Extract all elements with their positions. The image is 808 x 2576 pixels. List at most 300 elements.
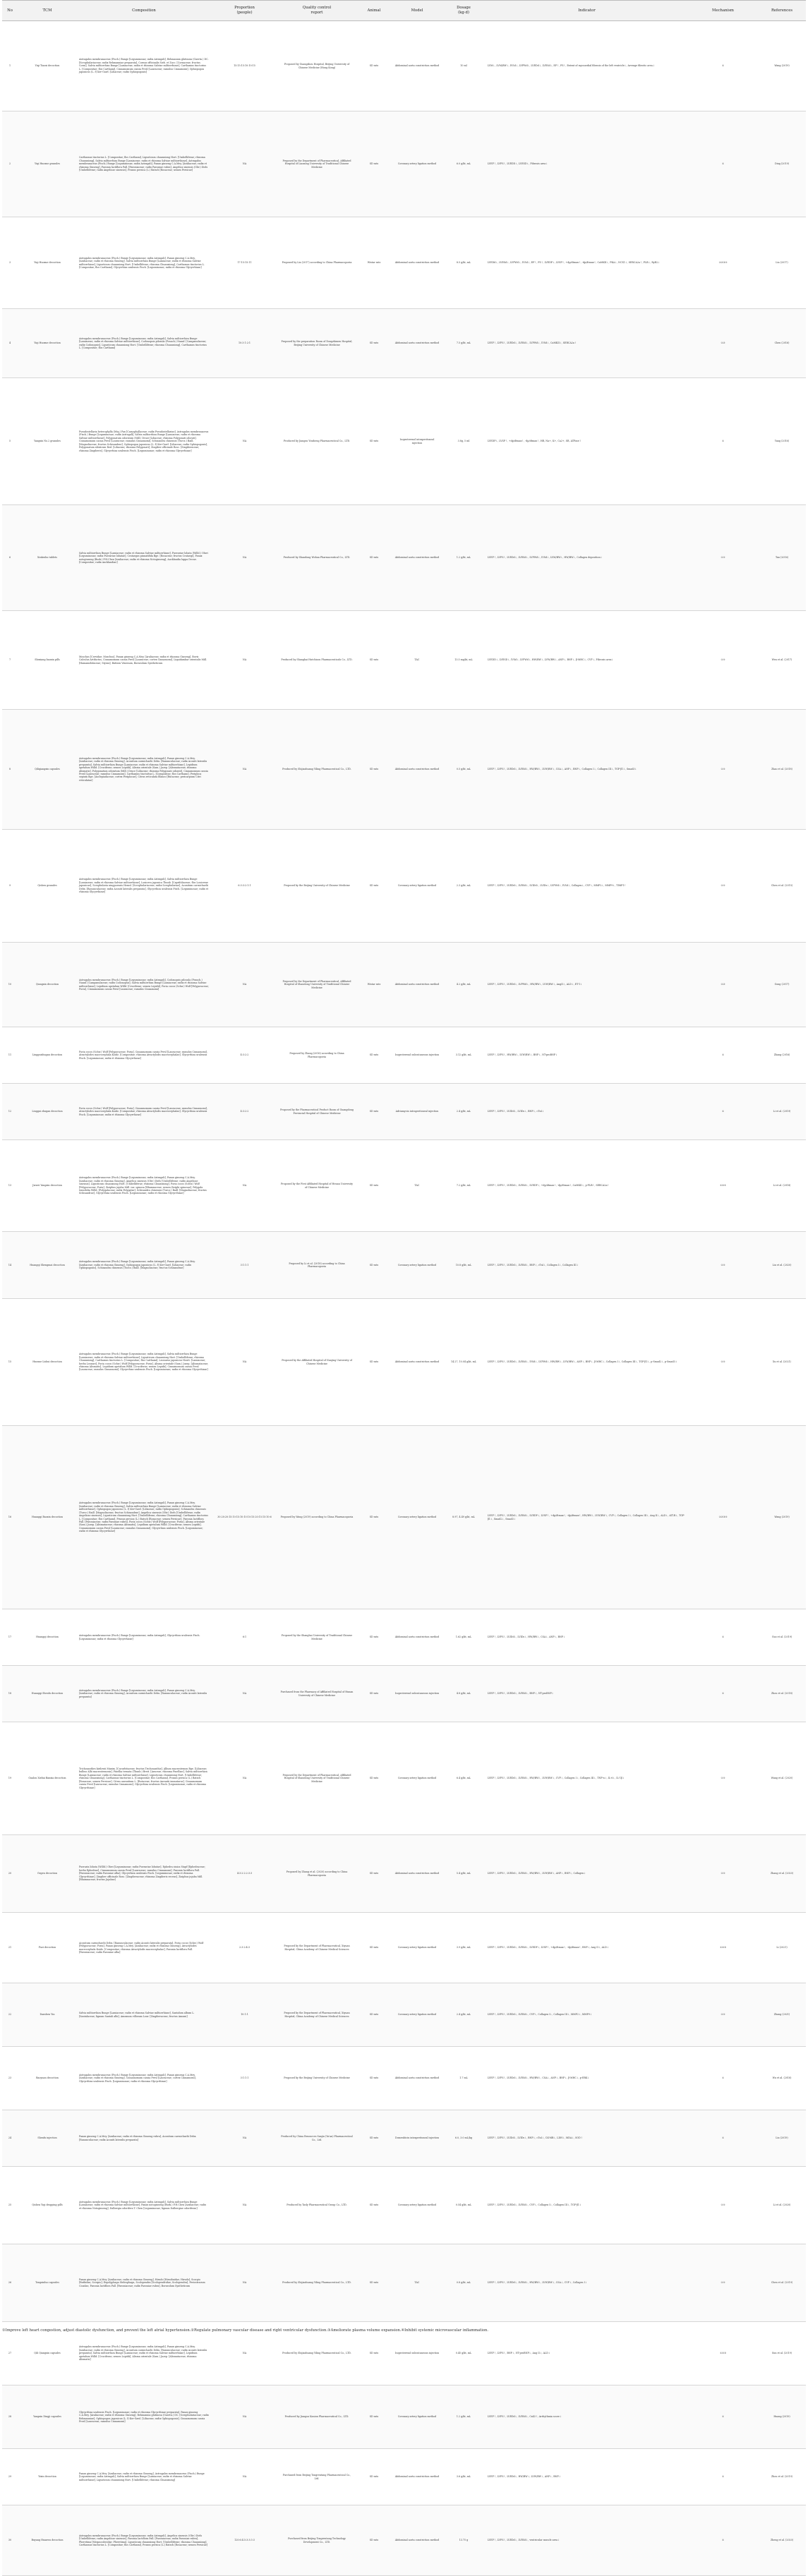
cell-reference: Zhou et al. (2019) [758, 2449, 806, 2505]
table-row [2, 2110, 806, 2167]
cell-proportion: NA [211, 710, 278, 830]
cell-dosage: 7.2 g/kt, mL [442, 1140, 486, 1232]
cell-reference: Huang (2019) [758, 2385, 806, 2449]
cell-tcm-name: Jiawei Yangxin decoction [18, 1140, 77, 1232]
cell-tcm-name: Gegen decoction [18, 1835, 77, 1913]
cell-animal: SD rats [356, 309, 392, 378]
cell-row-number: 11 [2, 1027, 18, 1084]
cell-indicator: LVEF↑, LVFS↑, LVEDd↓, LVESd↓, BNP↓, NT-proBNP↓ [486, 1666, 688, 1722]
cell-animal: Wistar rats [356, 217, 392, 309]
cell-row-number: 1 [2, 21, 18, 111]
cell-animal: SD rats [356, 1140, 392, 1232]
mechanism-footnote: ①Improve left heart congestion, adjust diastolic dysfunction, and prevent the left atrial hypertension.②Regulate pulmonary vascular disease and right ventricular dysfunction.③Ameliorate plasma volume expansion.④Inhibit systemic microvascular inflammation. [2, 2328, 488, 2333]
table-row [2, 1609, 806, 1666]
cell-quality-control-report: Proposed by Guangzhou Hospital, Beijing University of Chinese Medicine (Hong Kong) [278, 21, 356, 111]
cell-model: TAC [392, 611, 442, 710]
cell-reference: Gong (2017) [758, 943, 806, 1027]
cell-composition: Astragalus membranaceus (Fisch.) Bunge [Leguminosae; radix Astragali], Panax ginseng C.A.Mey. [Araliaceae; radix et rhizoma Ginseng], Salvia miltiorrhiza Bunge [Lamiaceae; radix et rhizoma Salviae miltiorrhizae], Ophiopogon japonicus (L. f) Ker-Gawl. [Liliaceae; radix Ophiopogonis], Schisandra chinensis (Turcz.) Baill. [Magnoliaceae; fructus Schisandrae], Angelica sinensis (Oliv.) Diels [Umbelliferae; radix Angelicae sinensis], Ligusticum chuanxiong Hort. [Umbelliferae; rhizoma Chuanxiong], Carthamus tinctorius L. [Compositae; flos Carthami], Prunus persica (L.) Batsch [Rosaceae; semen Persicae], Paeonia lactiflora Pall. [Paeoniaceae; radix Paeoniae rubra], Poria cocos (Schw.) Wolf [Polyporaceae; Poria], Alisma orientale (Sam.) Juzep. [Alismataceae; rhizoma Alismatis], Lepidium apetalum Willd. [Cruciferae; semen Lepidii], Cinnamomum cassia Presl [Lauraceae; ramulus Cinnamomi], Glycyrrhiza uralensis Fisch. [Leguminosae; radix et rhizoma Glycyrrhizae] [77, 1426, 211, 1609]
cell-indicator: LVEDD↓, LVESD↓, IVSd↓, LVPWd↓, HW/BW↓, LVW/BW↓, ANP↓, BNP↓, β-MHC↓, CVF↓, Fibrosis area↓ [486, 611, 688, 710]
cell-row-number: 9 [2, 830, 18, 943]
table-header-row [2, 1, 806, 21]
cell-row-number: 30 [2, 2505, 18, 2576]
cell-model: Abdominal aorta constriction method [392, 217, 442, 309]
cell-mechanism: ①④ [688, 1232, 758, 1299]
cell-mechanism: ① [688, 1666, 758, 1722]
cell-quality-control-report: Proposed by the First Affiliated Hospital of Henan University of Chinese Medicine [278, 1140, 356, 1232]
header-no: No [2, 1, 18, 21]
table-row [2, 111, 806, 217]
cell-mechanism: ①④ [688, 710, 758, 830]
cell-model: Coronary artery ligation method [392, 1913, 442, 1983]
cell-animal: Wistar rats [356, 943, 392, 1027]
cell-dosage: 7.5 g/kt, mL [442, 309, 486, 378]
cell-animal: SD rats [356, 1232, 392, 1299]
cell-tcm-name: Shenfu injection [18, 2110, 77, 2167]
cell-model: TAC [392, 1140, 442, 1232]
cell-mechanism: ①② [688, 943, 758, 1027]
cell-mechanism: ① [688, 1084, 758, 1140]
cell-indicator: LVEF↑, LVFS↑, LVIDd↓, LVIDs↓, BNP↓, cTnI↓ [486, 1084, 688, 1140]
cell-model: Doxorubicin intraperitoneal injection [392, 2110, 442, 2167]
cell-row-number: 2 [2, 111, 18, 217]
cell-composition: Pueraria lobata (Willd.) Ohwi [Leguminosae; radix Puerariae lobatae], Ephedra sinica Stapf [Ephedraceae; herba Ephedrae], Cinnamomum cassia Presl [Lauraceae; ramulus Cinnamomi], Paeonia lactiflora Pall. [Paeoniaceae; radix Paeoniae alba], Glycyrrhiza uralensis Fisch. [Leguminosae; radix et rhizoma Glycyrrhizae], Zingiber officinale Rosc. [Zingiberaceae; rhizoma Zingiberis recens], Ziziphus jujuba Mill. [Rhamnaceae; fructus Jujubae] [77, 1835, 211, 1913]
header-mechanism: Mechanism [688, 1, 758, 21]
cell-proportion: 30:20:20:15:10:15:10:10:10:15:20:15:15:10:6 [211, 1426, 278, 1609]
cell-quality-control-report: Proposed by the Beijing University of Chinese Medicine [278, 830, 356, 943]
cell-indicator: LVEF↑, LVFS↑, LVEDd↓, LVESd↓, LVEDP↓, LVSP↑, +dp/dtmax↑, -dp/dtmax↑, BNP↓, Ang II↓, ALD↓ [486, 1913, 688, 1983]
cell-reference: Zhou et al. (2018) [758, 1666, 806, 1722]
cell-proportion: NA [211, 111, 278, 217]
cell-animal: SD rats [356, 378, 392, 505]
cell-dosage: 3.12 g/kt, mL [442, 1027, 486, 1084]
cell-mechanism: ①④ [688, 1722, 758, 1835]
table-row [2, 830, 806, 943]
cell-row-number: 17 [2, 1609, 18, 1666]
cell-mechanism: ①④ [688, 611, 758, 710]
cell-row-number: 16 [2, 1426, 18, 1609]
cell-mechanism: ①②③④ [688, 217, 758, 309]
cell-row-number: 6 [2, 505, 18, 611]
cell-tcm-name: Huangqi Baoxin decoction [18, 1426, 77, 1609]
cell-proportion: NA [211, 1666, 278, 1722]
cell-dosage: 0.45 g/kt, mL [442, 2322, 486, 2385]
table-row [2, 21, 806, 111]
cell-animal: SD rats [356, 2110, 392, 2167]
cell-dosage: 1.62 g/kt, mL [442, 1609, 486, 1666]
cell-tcm-name: Tongxinluo capsules [18, 2244, 77, 2322]
cell-mechanism: ① [688, 1027, 758, 1084]
table-row [2, 943, 806, 1027]
cell-reference: Li (2021) [758, 1913, 806, 1983]
cell-composition: Astragalus membranaceus (Fisch.) Bunge [Leguminosae; radix Astragali], Panax ginseng C.A.Mey. [Araliaceae; radix et rhizoma Ginseng], Angelica sinensis (Oliv.) Diels [Umbelliferae; radix Angelicae sinensis], Ligusticum chuanxiong Hort. [Umbelliferae; rhizoma Chuanxiong], Poria cocos (Schw.) Wolf [Polyporaceae; Poria], Ziziphus jujuba Mill. var. spinosa [Rhamnaceae; semen Ziziphi spinosae], Polygala tenuifolia Willd. [Polygalaceae; radix Polygalae], Schisandra chinensis (Turcz.) Baill. [Magnoliaceae; fructus Schisandrae], Glycyrrhiza uralensis Fisch. [Leguminosae; radix et rhizoma Glycyrrhizae] [77, 1140, 211, 1232]
cell-animal: SD rats [356, 2449, 392, 2505]
table-row [2, 217, 806, 309]
cell-tcm-name: Xinkeshu tablets [18, 505, 77, 611]
table-row [2, 1983, 806, 2047]
cell-reference: Yang (2016) [758, 378, 806, 505]
cell-indicator: LVEF↑, LVFS↑, LVEDd↓, LVESd↓, Cx43↑, Arrhythmia score↓ [486, 2385, 688, 2449]
cell-mechanism: ①④ [688, 505, 758, 611]
cell-indicator: LVEF↑, LVFS↑, LVEDd↓, LVESd↓, LVIDd↓, LVIDs↓, LVPWd↓, IVSd↓, Collagen↓, CVF↓, MMP2↓, MMP9↓, TIMP1↑ [486, 830, 688, 943]
cell-proportion: 4:3:2:2:2:3:3 [211, 1835, 278, 1913]
cell-animal: SD rats [356, 1913, 392, 1983]
cell-row-number: 7 [2, 611, 18, 710]
cell-indicator: LVEF↑, LVFS↑, LVEDd↓, LVESd↓, LVEDP↓, +dp/dtmax↑, -dp/dtmax↑, CaMKII↓, p-PLB↑, SERCA2a↑ [486, 1140, 688, 1232]
cell-tcm-name: Linggui zhugan decoction [18, 1084, 77, 1140]
table-row [2, 1140, 806, 1232]
table-row [2, 378, 806, 505]
cell-quality-control-report: Produced by Shanghai Hutchison Pharmaceuticals Co., LTD. [278, 611, 356, 710]
cell-dosage: 14.27, 10.04 g/kt, mL [442, 1299, 486, 1426]
cell-tcm-name: Huangqi Shengmai decoction [18, 1232, 77, 1299]
cell-dosage: 5.4 g/kt, mL [442, 1835, 486, 1913]
cell-dosage: 0.54 g/kt, mL [442, 2167, 486, 2244]
cell-animal: SD rats [356, 1609, 392, 1666]
cell-proportion: 6:3:3:2:1:1 [211, 830, 278, 943]
cell-dosage: 2.4 g/kt, mL [442, 1983, 486, 2047]
header-quality-control: Quality control report [278, 1, 356, 21]
cell-proportion: NA [211, 943, 278, 1027]
cell-proportion: 10:3:1:2:1 [211, 309, 278, 378]
cell-model: Coronary artery ligation method [392, 2385, 442, 2449]
cell-indicator: LVEF↑, LVFS↑, LVEDd↓, LVESd↓, HW/BW↓, LVW/BW↓, ANP↓, BNP↓, Collagen↓ [486, 1835, 688, 1913]
cell-indicator: LVEF↑, LVFS↑, LVEDd↓, LVESd↓, LVEDP↓, LVSP↑, +dp/dtmax↑, -dp/dtmax↑, HW/BW↓, LVW/BW↓, CVF↓, Collagen I↓, Collagen III↓, Ang II↓, ALD↓, AT1R↓, TGF-β1↓, Smad2↓, Smad3↓ [486, 1426, 688, 1609]
cell-tcm-name: Shexiang baoxin pills [18, 611, 77, 710]
cell-proportion: NA [211, 1722, 278, 1835]
cell-tcm-name: Huangqi Shenfu decoction [18, 1666, 77, 1722]
cell-mechanism: ① [688, 2110, 758, 2167]
header-animal: Animal [356, 1, 392, 21]
cell-animal: SD rats [356, 1835, 392, 1913]
cell-tcm-name: Qiliqiangxin capsules [18, 710, 77, 830]
cell-quality-control-report: Purchased from Beijing Tongrentang Technology Development Co., LTD. [278, 2505, 356, 2576]
cell-dosage: 10 ml [442, 21, 486, 111]
cell-tcm-name: Yangxin Dingji capsules [18, 2385, 77, 2449]
cell-quality-control-report: Proposed by the preparation Room of Dongzhimen Hospital, Beijing University of Chinese Medicine [278, 309, 356, 378]
cell-proportion: 10:1:1 [211, 1983, 278, 2047]
cell-model: Abdominal aorta constriction method [392, 21, 442, 111]
table-row [2, 2167, 806, 2244]
cell-model: Isoproterenol subcutaneous injection [392, 1666, 442, 1722]
cell-mechanism: ① [688, 1609, 758, 1666]
cell-animal: SD rats [356, 1722, 392, 1835]
cell-row-number: 24 [2, 2110, 18, 2167]
cell-mechanism: ① [688, 2047, 758, 2110]
cell-tcm-name: Yixin decoction [18, 2449, 77, 2505]
cell-animal: SD rats [356, 2244, 392, 2322]
cell-proportion: NA [211, 2167, 278, 2244]
cell-tcm-name: Qishen granules [18, 830, 77, 943]
cell-model: Abdominal aorta constriction method [392, 2047, 442, 2110]
cell-model: Isoproterenol subcutaneous injection [392, 1027, 442, 1084]
header-references: References [758, 1, 806, 21]
cell-dosage: 13.75 g [442, 2505, 486, 2576]
cell-row-number: 5 [2, 378, 18, 505]
cell-row-number: 29 [2, 2449, 18, 2505]
cell-quality-control-report: Purchased from the Pharmacy of Affiliated Hospital of Hunan University of Chinese Medicine [278, 1666, 356, 1722]
cell-animal: SD rats [356, 1027, 392, 1084]
cell-indicator: LVEF↑, LVFS↑, LVEDd↓, LVESd↓, HW/BW↓, CSA↓, ANP↓, BNP↓, β-MHC↓, p-ERK↓ [486, 2047, 688, 2110]
cell-mechanism: ① [688, 2505, 758, 2576]
cell-composition: Astragalus membranaceus (Fisch.) Bunge [Leguminosae; radix Astragali], Salvia miltiorrhiza Bunge [Lamiaceae; radix et rhizoma Salviae miltiorrhizae], Codonopsis pilosula (Franch.) Nannf. [Campanulaceae; radix Codonopsis], Ligusticum chuanxiong Hort. [Umbelliferae; rhizoma Chuanxiong], Carthamus tinctorius L. [Compositae; flos Carthami] [77, 309, 211, 378]
cell-composition: Astragalus membranaceus (Fisch.) Bunge [Leguminosae; radix Astragali], Salvia miltiorrhiza Bunge [Lamiaceae; radix et rhizoma Salviae miltiorrhizae], Panax notoginseng (Burk.) F.H.Chen [Araliaceae; radix et rhizoma Notoginseng], Dalbergia odorifera T. Chen [Leguminosae; lignum Dalbergiae odoriferae] [77, 2167, 211, 2244]
cell-row-number: 14 [2, 1232, 18, 1299]
cell-animal: SD rats [356, 1983, 392, 2047]
cell-proportion: NA [211, 1140, 278, 1232]
header-composition: Composition [77, 1, 211, 21]
cell-quality-control-report: Produced by Shijiazhuang Yiling Pharmaceutical Co., LTD. [278, 710, 356, 830]
cell-model: Coronary artery ligation method [392, 2167, 442, 2244]
cell-model: Abdominal aorta constriction method [392, 1835, 442, 1913]
cell-composition: Pseudostellaria heterophylla (Miq.) Pax [Caryophyllaceae; radix Pseudostellariae], Astragalus membranaceus (Fisch.) Bunge [Leguminosae; radix Astragali], Salvia miltiorrhiza Bunge [Lamiaceae; radix et rhizoma Salviae miltiorrhizae], Polygonatum odoratum (Mill.) Druce [Liliaceae; rhizoma Polygonati odorati], Cinnamomum cassia Presl [Lauraceae; ramulus Cinnamomi], Schisandra chinensis (Turcz.) Baill. [Magnoliaceae; fructus Schisandrae], Ophiopogon japonicus (L. f) Ker-Gawl. [Liliaceae; radix Ophiopogonis], Polygonatum sibiricum Red. [Liliaceae; rhizoma Polygonati], Zingiber officinale Rosc. [Zingiberaceae; rhizoma Zingiberis], Glycyrrhiza uralensis Fisch. [Leguminosae; radix et rhizoma Glycyrrhizae] [77, 378, 211, 505]
cell-reference: Zhao et al. (2018) [758, 710, 806, 830]
cell-model: Abdominal aorta constriction method [392, 943, 442, 1027]
cell-quality-control-report: Purchased from Beijing Tongrentang Pharmaceutical Co., Ltd. [278, 2449, 356, 2505]
cell-proportion: NA [211, 2110, 278, 2167]
cell-model: Coronary artery ligation method [392, 1983, 442, 2047]
cell-model: Abdominal aorta constriction method [392, 1299, 442, 1426]
cell-composition: Astragalus membranaceus (Fisch.) Bunge [Leguminosae; radix Astragali], Panax ginseng C.A.Mey. [Araliaceae; radix et rhizoma Ginseng], Aconitum carmichaelii Debx. [Ranunculaceae; radix Aconiti lateralis preparata] [77, 1666, 211, 1722]
cell-animal: SD rats [356, 710, 392, 830]
cell-reference: Liu (2017) [758, 217, 806, 309]
cell-model: Coronary artery ligation method [392, 111, 442, 217]
cell-row-number: 12 [2, 1084, 18, 1140]
cell-indicator: LVEF↑, LVFS↑, HW/BW↓, LVW/BW↓, BNP↓, NT-proBNP↓ [486, 1027, 688, 1084]
cell-quality-control-report: Proposed by Li et al. (2018) according to China Pharmacopoeia [278, 1232, 356, 1299]
cell-composition: Panax ginseng C.A.Mey. [Araliaceae; radix et rhizoma Ginseng], Astragalus membranaceus (Fisch.) Bunge [Leguminosae; radix Astragali], Salvia miltiorrhiza Bunge [Lamiaceae; radix et rhizoma Salviae miltiorrhizae], Ligusticum chuanxiong Hort. [Umbelliferae; rhizoma Chuanxiong] [77, 2449, 211, 2505]
cell-composition: Astragalus membranaceus (Fisch.) Bunge [Leguminosae; radix Astragali], Panax ginseng C.A.Mey. [Araliaceae; radix et rhizoma Ginseng], Aconitum carmichaelii Debx. [Ranunculaceae; radix Aconiti lateralis preparata], Salvia miltiorrhiza Bunge [Lamiaceae; radix et rhizoma Salviae miltiorrhizae], Lepidium apetalum Willd. [Cruciferae; semen Lepidii], Alisma orientale (Sam.) Juzep. [Alismataceae; rhizoma Alismatis] [77, 2322, 211, 2385]
table-row [2, 1426, 806, 1609]
cell-quality-control-report: Proposed by the Department of Pharmaceutical, Affiliated Hospital of Shandong University of Traditional Chinese Medicine [278, 1722, 356, 1835]
header-indicator: Indicator [486, 1, 688, 21]
cell-mechanism: ① [688, 2385, 758, 2449]
cell-composition: Panax ginseng C.A.Mey. [Araliaceae; radix et rhizoma Ginseng], Hirudo [Hirudinidae; Hirudo], Scorpio [Buthidae; Scorpio], Eupolyphaga Steleophaga, Scolopendra [Scolopendridae; Scolopendra], Periostracum Cicadae, Paeonia lactiflora Pall. [Paeoniaceae; radix Paeoniae rubra], Borneolum Syntheticum [77, 2244, 211, 2322]
cell-dosage: 13.5 mg/kt, mL [442, 611, 486, 710]
cell-indicator: LVEF↑, LVFS↑, LVIDd↓, LVIDs↓, HW/BW↓, CSA↓, ANP↓, BNP↓ [486, 1609, 688, 1666]
cell-row-number: 26 [2, 2244, 18, 2322]
cell-model: Abdominal aorta constriction method [392, 710, 442, 830]
cell-composition: Astragalus membranaceus (Fisch.) Bunge [Leguminosae; radix Astragali], Salvia miltiorrhiza Bunge [Lamiaceae; radix et rhizoma Salviae miltiorrhizae], Lonicera japonica Thunb. [Caprifoliaceae; flos Lonicerae japonicae], Scrophularia ningpoensis Hemsl. [Scrophulariaceae; radix Scrophulariae], Aconitum carmichaelii Debx. [Ranunculaceae; radix Aconiti lateralis preparata], Glycyrrhiza uralensis Fisch. [Leguminosae; radix et rhizoma Glycyrrhizae] [77, 830, 211, 943]
cell-composition: Poria cocos (Schw.) Wolf [Polyporaceae; Poria], Cinnamomum cassia Presl [Lauraceae; ramulus Cinnamomi], Atractylodes macrocephala Koidz. [Compositae; rhizoma Atractylodis macrocephalae], Glycyrrhiza uralensis Fisch. [Leguminosae; radix et rhizoma Glycyrrhizae] [77, 1084, 211, 1140]
table-row [2, 1232, 806, 1299]
cell-quality-control-report: Proposed by the Department of Pharmaceutical, Xiyuan Hospital, China Academy of Chinese Medical Sciences [278, 1913, 356, 1983]
cell-tcm-name: Danshen Yin [18, 1983, 77, 2047]
cell-row-number: 27 [2, 2322, 18, 2385]
cell-quality-control-report: Proposed by the Shanghai University of Traditional Chinese Medicine [278, 1609, 356, 1666]
cell-composition: Trichosanthes kirilowii Maxim. [Cucurbitaceae; fructus Trichosanthis], Allium macrostemon Bge. [Liliaceae; bulbus Allii macrostemonis], Pinellia ternata (Thunb.) Breit. [Araceae; rhizoma Pinelliae], Salvia miltiorrhiza Bunge [Lamiaceae; radix et rhizoma Salviae miltiorrhizae], Ligusticum chuanxiong Hort. [Umbelliferae; rhizoma Chuanxiong], Carthamus tinctorius L. [Compositae; flos Carthami], Prunus persica (L.) Batsch [Rosaceae; semen Persicae], Citrus aurantium L. [Rutaceae; fructus Aurantii immaturus], Cinnamomum cassia Presl [Lauraceae; ramulus Cinnamomi], Glycyrrhiza uralensis Fisch. [Leguminosae; radix et rhizoma Glycyrrhizae] [77, 1722, 211, 1835]
table-row [2, 710, 806, 830]
table-row [2, 1027, 806, 1084]
cell-composition: Moschus [Cervidae; Moschus], Panax ginseng C.A.Mey. [Araliaceae; radix et rhizoma Ginseng], Bovis Calculus Artifactus, Cinnamomum cassia Presl [Lauraceae; cortex Cinnamomi], Liquidambar orientalis Mill. [Hamamelidaceae; Styrax], Bufonis Venenum, Borneolum Syntheticum [77, 611, 211, 710]
cell-model: Adriamycin intraperitoneal injection [392, 1084, 442, 1140]
cell-composition: Aconitum carmichaelii Debx. [Ranunculaceae; radix Aconiti lateralis preparata], Poria cocos (Schw.) Wolf [Polyporaceae; Poria], Panax ginseng C.A.Mey. [Araliaceae; radix et rhizoma Ginseng], Atractylodes macrocephala Koidz. [Compositae; rhizoma Atractylodis macrocephalae], Paeonia lactiflora Pall. [Paeoniaceae; radix Paeoniae alba] [77, 1913, 211, 1983]
cell-animal: SD rats [356, 2505, 392, 2576]
cell-mechanism: ①④ [688, 2244, 758, 2322]
cell-quality-control-report: Produced by Jiangsu Kanion Pharmaceutical Co., LTD. [278, 2385, 356, 2449]
header-model: Model [392, 1, 442, 21]
cell-dosage: 4.2 g/kt, mL [442, 943, 486, 1027]
cell-reference: Sun et al. (2019) [758, 2322, 806, 2385]
cell-dosage: 1.7 mL [442, 2047, 486, 2110]
cell-tcm-name: Qiangxin decoction [18, 943, 77, 1027]
cell-tcm-name: Yiqi Huoxue decoction [18, 309, 77, 378]
table-row [2, 1722, 806, 1835]
table-row [2, 505, 806, 611]
cell-proportion: 6:1 [211, 1609, 278, 1666]
cell-reference: Wang (2019) [758, 21, 806, 111]
cell-indicator: LVEF↑, LVFS↑, LVEDd↓, LVESd↓, HW/BW↓, LVW/BW↓, CSA↓, ANP↓, BNP↓, Collagen I↓, Collagen III↓, TGF-β1↓, Smad3↓ [486, 710, 688, 830]
cell-row-number: 28 [2, 2385, 18, 2449]
cell-proportion: NA [211, 505, 278, 611]
cell-indicator: LVEF↑, LVFS↑, LVEDD↓, LVESD↓, Fibrosis area↓ [486, 111, 688, 217]
cell-composition: Astragalus membranaceus (Fisch.) Bunge [Leguminosae; radix Astragali], Panax ginseng C.A.Mey. [Araliaceae; radix et rhizoma Ginseng], Ophiopogon japonicus (L. f) Ker-Gawl. [Liliaceae; radix Ophiopogonis], Schisandra chinensis (Turcz.) Baill. [Magnoliaceae; fructus Schisandrae] [77, 1232, 211, 1299]
cell-proportion: NA [211, 611, 278, 710]
cell-indicator: LVEF↑, LVFS↑, LVEDd↓, LVESd↓, IVSd↓, LVPWd↓, HW/BW↓, LVW/BW↓, ANP↓, BNP↓, β-MHC↓, Collagen I↓, Collagen III↓, TGF-β1↓, p-Smad2↓, p-Smad3↓ [486, 1299, 688, 1426]
cell-mechanism: ①④ [688, 1299, 758, 1426]
cell-tcm-name: Yangxin No.2 granules [18, 378, 77, 505]
cell-proportion: NA [211, 2244, 278, 2322]
table-row [2, 1913, 806, 1983]
cell-composition: Carthamus tinctorius L. [Compositae; flos Carthami], Ligusticum chuanxiong Hort. [Umbelliferae; rhizoma Chuanxiong], Salvia miltiorrhiza Bunge [Lamiaceae; radix et rhizoma Salviae miltiorrhizae], Astragalus membranaceus (Fisch.) Bunge [Leguminosae; radix Astragali], Panax ginseng C.A.Mey. [Araliaceae; radix et rhizoma Ginseng], Paeonia lactiflora Pall. [Paeoniaceae; radix Paeoniae rubra], Angelica sinensis (Oliv.) Diels [Umbelliferae; radix Angelicae sinensis], Prunus persica (L.) Batsch [Rosaceae; semen Persicae] [77, 111, 211, 217]
cell-tcm-name: Gualou Xiebai Banxia decoction [18, 1722, 77, 1835]
cell-quality-control-report: Proposed by the Department of Pharmaceutical, Affiliated Hospital of Liaoning University of Traditional Chinese Medicine [278, 111, 356, 217]
cell-row-number: 18 [2, 1666, 18, 1722]
header-tcm: TCM [18, 1, 77, 21]
cell-model: Abdominal aorta constriction method [392, 1609, 442, 1666]
cell-dosage: 1.2 g/kt, mL [442, 2385, 486, 2449]
table-body [2, 21, 806, 2576]
cell-composition: Poria cocos (Schw.) Wolf [Polyporaceae; Poria], Cinnamomum cassia Presl [Lauraceae; ramulus Cinnamomi], Atractylodes macrocephala Koidz. [Compositae; rhizoma Atractylodis macrocephalae], Glycyrrhiza uralensis Fisch. [Leguminosae; radix et rhizoma Glycyrrhizae] [77, 1027, 211, 1084]
cell-mechanism: ①④ [688, 830, 758, 943]
cell-animal: SD rats [356, 1666, 392, 1722]
cell-indicator: LVEF↑, LVFS↑, LVEDd↓, LVESd↓, LVPWd↓, IVSd↓, CaMKII↓, SERCA2a↑ [486, 309, 688, 378]
cell-reference: Li et al. (2019) [758, 1084, 806, 1140]
cell-tcm-name: Qishen Yiqi dropping pills [18, 2167, 77, 2244]
cell-dosage: 3.8g, 5 ml [442, 378, 486, 505]
cell-animal: SD rats [356, 2047, 392, 2110]
cell-reference: Wang et al. (2020) [758, 1722, 806, 1835]
cell-reference: Wen et al. (2017) [758, 611, 806, 710]
cell-quality-control-report: Produced by Shijiazhuang Yiling Pharmaceutical Co., LTD. [278, 2244, 356, 2322]
cell-dosage: 0.5 g/kt, mL [442, 710, 486, 830]
cell-animal: SD rats [356, 830, 392, 943]
cell-composition: Astragalus membranaceus (Fisch.) Bunge [Leguminosae; radix Astragali], Glycyrrhiza uralensis Fisch. [Leguminosae; radix et rhizoma Glycyrrhizae] [77, 1609, 211, 1666]
cell-quality-control-report: Proposed by the Department of Pharmaceutical, Xiyuan Hospital, China Academy of Chinese Medical Sciences [278, 1983, 356, 2047]
cell-reference: Chen (2016) [758, 309, 806, 378]
cell-dosage: 2.3 g/kt, mL [442, 830, 486, 943]
cell-proportion: NA [211, 2322, 278, 2385]
cell-quality-control-report: Proposed by Zhang et al. (2020) according to China Pharmacopoeia [278, 1835, 356, 1913]
cell-row-number: 20 [2, 1835, 18, 1913]
cell-reference: Liu (2019) [758, 2110, 806, 2167]
cell-reference: Li et al. (2020) [758, 2167, 806, 2244]
cell-tcm-name: Fuzi decoction [18, 1913, 77, 1983]
cell-indicator: LVEF↑, LVFS↑, LVEDd↓, LVESd↓, ventricular muscle area↓ [486, 2505, 688, 2576]
cell-composition: Astragalus membranaceus (Fisch.) Bunge [Leguminosae; radix Astragali], Panax ginseng C.A.Mey. [Araliaceae; radix et rhizoma Ginseng], Cinnamomum cassia Presl [Lauraceae; cortex Cinnamomi], Glycyrrhiza uralensis Fisch. [Leguminosae; radix et rhizoma Glycyrrhizae] [77, 2047, 211, 2110]
cell-composition: Glycyrrhiza uralensis Fisch. [Leguminosae; radix et rhizoma Glycyrrhizae preparata], Panax ginseng C.A.Mey. [Araliaceae; radix et rhizoma Ginseng], Rehmannia glutinosa (Gaertn.) DC. [Scrophulariaceae; radix Rehmanniae], Ophiopogon japonicus (L. f) Ker-Gawl. [Liliaceae; radix Ophiopogonis], Cinnamomum cassia Presl [Lauraceae; ramulus Cinnamomi] [77, 2385, 211, 2449]
cell-indicator: LVEF↑, LVFS↑, LVEDd↓, HW/BW↓, LVW/BW↓, ANP↓, BNP↓ [486, 2449, 688, 2505]
cell-mechanism: ① [688, 378, 758, 505]
cell-quality-control-report: Proposed by Zhang (2016) according to China Pharmacopoeia [278, 1027, 356, 1084]
cell-mechanism: ①②③ [688, 1913, 758, 1983]
cell-quality-control-report: Produced by China Resources Sanjiu (Ya'an) Pharmaceutical Co., Ltd. [278, 2110, 356, 2167]
cell-tcm-name: Yiqi Tiaoxi decoction [18, 21, 77, 111]
cell-proportion: NA [211, 1299, 278, 1426]
cell-mechanism: ①②③④ [688, 1426, 758, 1609]
cell-model: Coronary artery ligation method [392, 1722, 442, 1835]
cell-mechanism: ① [688, 111, 758, 217]
cell-indicator: LVEF↑, LVFS↑, LVIDd↓, LVIDs↓, BNP↓, cTnI↓, CK-MB↓, LDH↓, MDA↓, SOD↑ [486, 2110, 688, 2167]
cell-proportion: 120:6:4.5:3:3:3:3 [211, 2505, 278, 2576]
cell-proportion: 17:15:15:11 [211, 217, 278, 309]
cell-reference: Zhang (2016) [758, 1027, 806, 1084]
cell-proportion: 2:3:2:4:3 [211, 1913, 278, 1983]
cell-mechanism: ① [688, 21, 758, 111]
cell-composition: Astragalus membranaceus (Fisch.) Bunge [Leguminosae; radix Astragali], Salvia miltiorrhiza Bunge [Lamiaceae; radix et rhizoma Salviae miltiorrhizae], Ligusticum chuanxiong Hort. [Umbelliferae; rhizoma Chuanxiong], Carthamus tinctorius L. [Compositae; flos Carthami], Leonurus japonicus Houtt. [Lamiaceae; herba Leonuri], Poria cocos (Schw.) Wolf [Polyporaceae; Poria], Alisma orientale (Sam.) Juzep. [Alismataceae; rhizoma Alismatis], Lepidium apetalum Willd. [Cruciferae; semen Lepidii], Cinnamomum cassia Presl [Lauraceae; ramulus Cinnamomi], Glycyrrhiza uralensis Fisch. [Leguminosae; radix et rhizoma Glycyrrhizae] [77, 1299, 211, 1426]
cell-quality-control-report: Proposed by the Affiliated Hospital of Nanjing University of Chinese Medicine [278, 1299, 356, 1426]
table-row [2, 1666, 806, 1722]
cell-quality-control-report: Produced by Tasly Pharmaceutical Group Co., LTD. [278, 2167, 356, 2244]
table-row [2, 2505, 806, 2576]
cell-row-number: 4 [2, 309, 18, 378]
cell-dosage: 0.8 g/kt, mL [442, 2244, 486, 2322]
cell-tcm-name: Yiqi Huoxue granules [18, 111, 77, 217]
cell-quality-control-report: Produced by Shandong Wohua Pharmaceutical Co., LTD. [278, 505, 356, 611]
cell-indicator: LVEF↑, LVFS↑, LVEDd↓, LVPWd↓, HW/BW↓, LVW/BW↓, AngII↓, ALD↓, ET-1↓ [486, 943, 688, 1027]
cell-dosage: 1.2 g/kt, mL [442, 505, 486, 611]
cell-animal: SD rats [356, 1426, 392, 1609]
cell-row-number: 23 [2, 2047, 18, 2110]
cell-row-number: 8 [2, 710, 18, 830]
cell-reference: Zhang et al. (2020) [758, 1835, 806, 1913]
cell-mechanism: ①②④ [688, 1140, 758, 1232]
cell-reference: Wu et al. (2018) [758, 2047, 806, 2110]
cell-reference: Liu et al. (2020) [758, 1232, 806, 1299]
cell-proportion: NA [211, 2385, 278, 2449]
header-proportion: Proportion (people) [211, 1, 278, 21]
cell-composition: Astragalus membranaceus (Fisch.) Bunge [Leguminosae; radix Astragali], Rehmannia glutinosa (Gaertn.) DC. [Scrophulariaceae; radix Rehmanniae preparata], Cornus officinalis Sieb. et Zucc. [Cornaceae; fructus Corni], Salvia miltiorrhiza Bunge [Lamiaceae; radix et rhizoma Salviae miltiorrhizae], Carthamus tinctorius L. [Compositae; flos Carthami], Cinnamomum cassia Presl [Lauraceae; ramulus Cinnamomi], Ophiopogon japonicus (L. f) Ker-Gawl. [Liliaceae; radix Ophiopogonis] [77, 21, 211, 111]
cell-dosage: 6.0 g/kt, mL [442, 111, 486, 217]
cell-dosage: 3.6 g/kt, mL [442, 2449, 486, 2505]
cell-indicator: LVEF↑, LVFS↑, LVEDd↓, LVESd↓, HW/BW↓, LVW/BW↓, CSA↓, CVF↓, Collagen I↓ [486, 2244, 688, 2322]
cell-animal: SD rats [356, 2167, 392, 2244]
cell-animal: SD rats [356, 1084, 392, 1140]
cell-row-number: 22 [2, 1983, 18, 2047]
cell-row-number: 3 [2, 217, 18, 309]
cell-reference: Guo et al. (2019) [758, 1609, 806, 1666]
table-row [2, 2047, 806, 2110]
table-row [2, 1299, 806, 1426]
cell-animal: SD rats [356, 611, 392, 710]
cell-tcm-name: Lingguizhugan decoction [18, 1027, 77, 1084]
cell-row-number: 15 [2, 1299, 18, 1426]
cell-animal: SD rats [356, 1299, 392, 1426]
cell-quality-control-report: Proposed by Lin (2017) according to China Pharmacopoeia [278, 217, 356, 309]
cell-model: Coronary artery ligation method [392, 830, 442, 943]
cell-model: TAC [392, 2244, 442, 2322]
cell-mechanism: ①④ [688, 1835, 758, 1913]
cell-model: Coronary artery ligation method [392, 1232, 442, 1299]
cell-animal: SD rats [356, 2385, 392, 2449]
cell-composition: Astragalus membranaceus (Fisch.) Bunge [Leguminosae; radix Astragali], Codonopsis pilosula (Franch.) Nannf. [Campanulaceae; radix Codonopsis], Salvia miltiorrhiza Bunge [Lamiaceae; radix et rhizoma Salviae miltiorrhizae], Lepidium apetalum Willd. [Cruciferae; semen Lepidii], Poria cocos (Schw.) Wolf [Polyporaceae; Poria], Cinnamomum cassia Presl [Lauraceae; ramulus Cinnamomi] [77, 943, 211, 1027]
cell-reference: Tan (2016) [758, 505, 806, 611]
table-row [2, 2244, 806, 2322]
cell-mechanism: ① [688, 2449, 758, 2505]
cell-indicator: LVEF↑, LVFS↑, LVEDd↓, LVESd↓, CVF↓, Collagen I↓, Collagen III↓, MMP2↓, MMP9↓ [486, 1983, 688, 2047]
cell-dosage: 4.8 g/kt, mL [442, 1666, 486, 1722]
cell-model: Abdominal aorta constriction method [392, 2505, 442, 2576]
cell-reference: Xu et al. (2021) [758, 1299, 806, 1426]
